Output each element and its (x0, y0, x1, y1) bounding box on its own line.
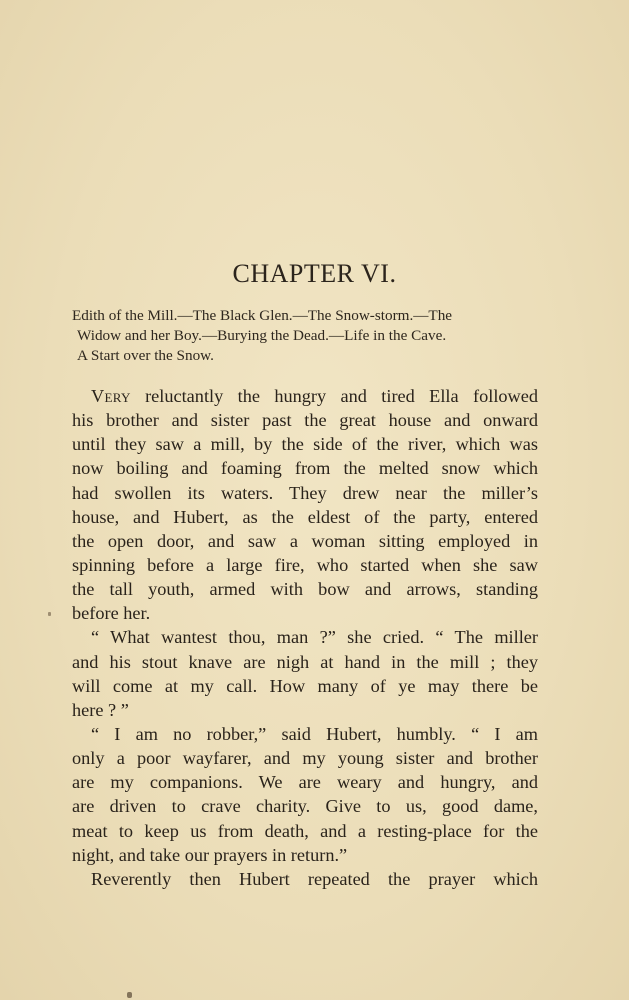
body-line: until they saw a mill, by the side of the river, which was (72, 434, 538, 455)
body-line: before her. (72, 603, 151, 624)
body-line: meat to keep us from death, and a resting-place for the (72, 820, 538, 841)
body-line: “ What wantest thou, man ?” she cried. “ The miller (91, 627, 538, 648)
body-line: night, and take our prayers in return.” (72, 844, 348, 865)
body-line: spinning before a large fire, who started when she saw (72, 554, 538, 575)
body-line: his brother and sister past the great house and onward (72, 410, 538, 431)
body-line: the tall youth, armed with bow and arrows, standing (72, 579, 538, 600)
body-line: the open door, and saw a woman sitting employed in (72, 530, 538, 551)
body-line: and his stout knave are nigh at hand in the mill ; they (72, 651, 538, 672)
body-line: only a poor wayfarer, and my young sister and brother (72, 748, 538, 769)
body-line: Reverently then Hubert repeated the prayer which (91, 868, 538, 889)
paper-mark (48, 612, 51, 616)
body-line: will come at my call. How many of ye may there be (72, 675, 538, 696)
paper-speck (127, 992, 132, 998)
body-line: had swollen its waters. They drew near the miller’s (72, 482, 538, 503)
synopsis-line: Edith of the Mill.—The Black Glen.—The Snow-storm.—The (72, 307, 453, 324)
opening-word: Very (91, 386, 131, 406)
body-line: now boiling and foaming from the melted snow which (72, 458, 538, 479)
body-line: “ I am no robber,” said Hubert, humbly. “ I am (91, 723, 538, 744)
chapter-synopsis (72, 306, 538, 366)
body-line-text: reluctantly the hungry and tired Ella followed (130, 386, 538, 406)
body-line: are driven to crave charity. Give to us, good dame, (72, 796, 538, 817)
synopsis-line: Widow and her Boy.—Burying the Dead.—Life in the Cave. (77, 327, 447, 344)
body-line: are my companions. We are weary and hungry, and (72, 772, 538, 793)
body-line: house, and Hubert, as the eldest of the party, entered (72, 506, 538, 527)
body-line (72, 384, 538, 408)
synopsis-line: A Start over the Snow. (77, 347, 214, 364)
body-line: here ? ” (72, 699, 129, 720)
body-text (72, 384, 538, 891)
chapter-title: CHAPTER VI. (232, 259, 397, 288)
